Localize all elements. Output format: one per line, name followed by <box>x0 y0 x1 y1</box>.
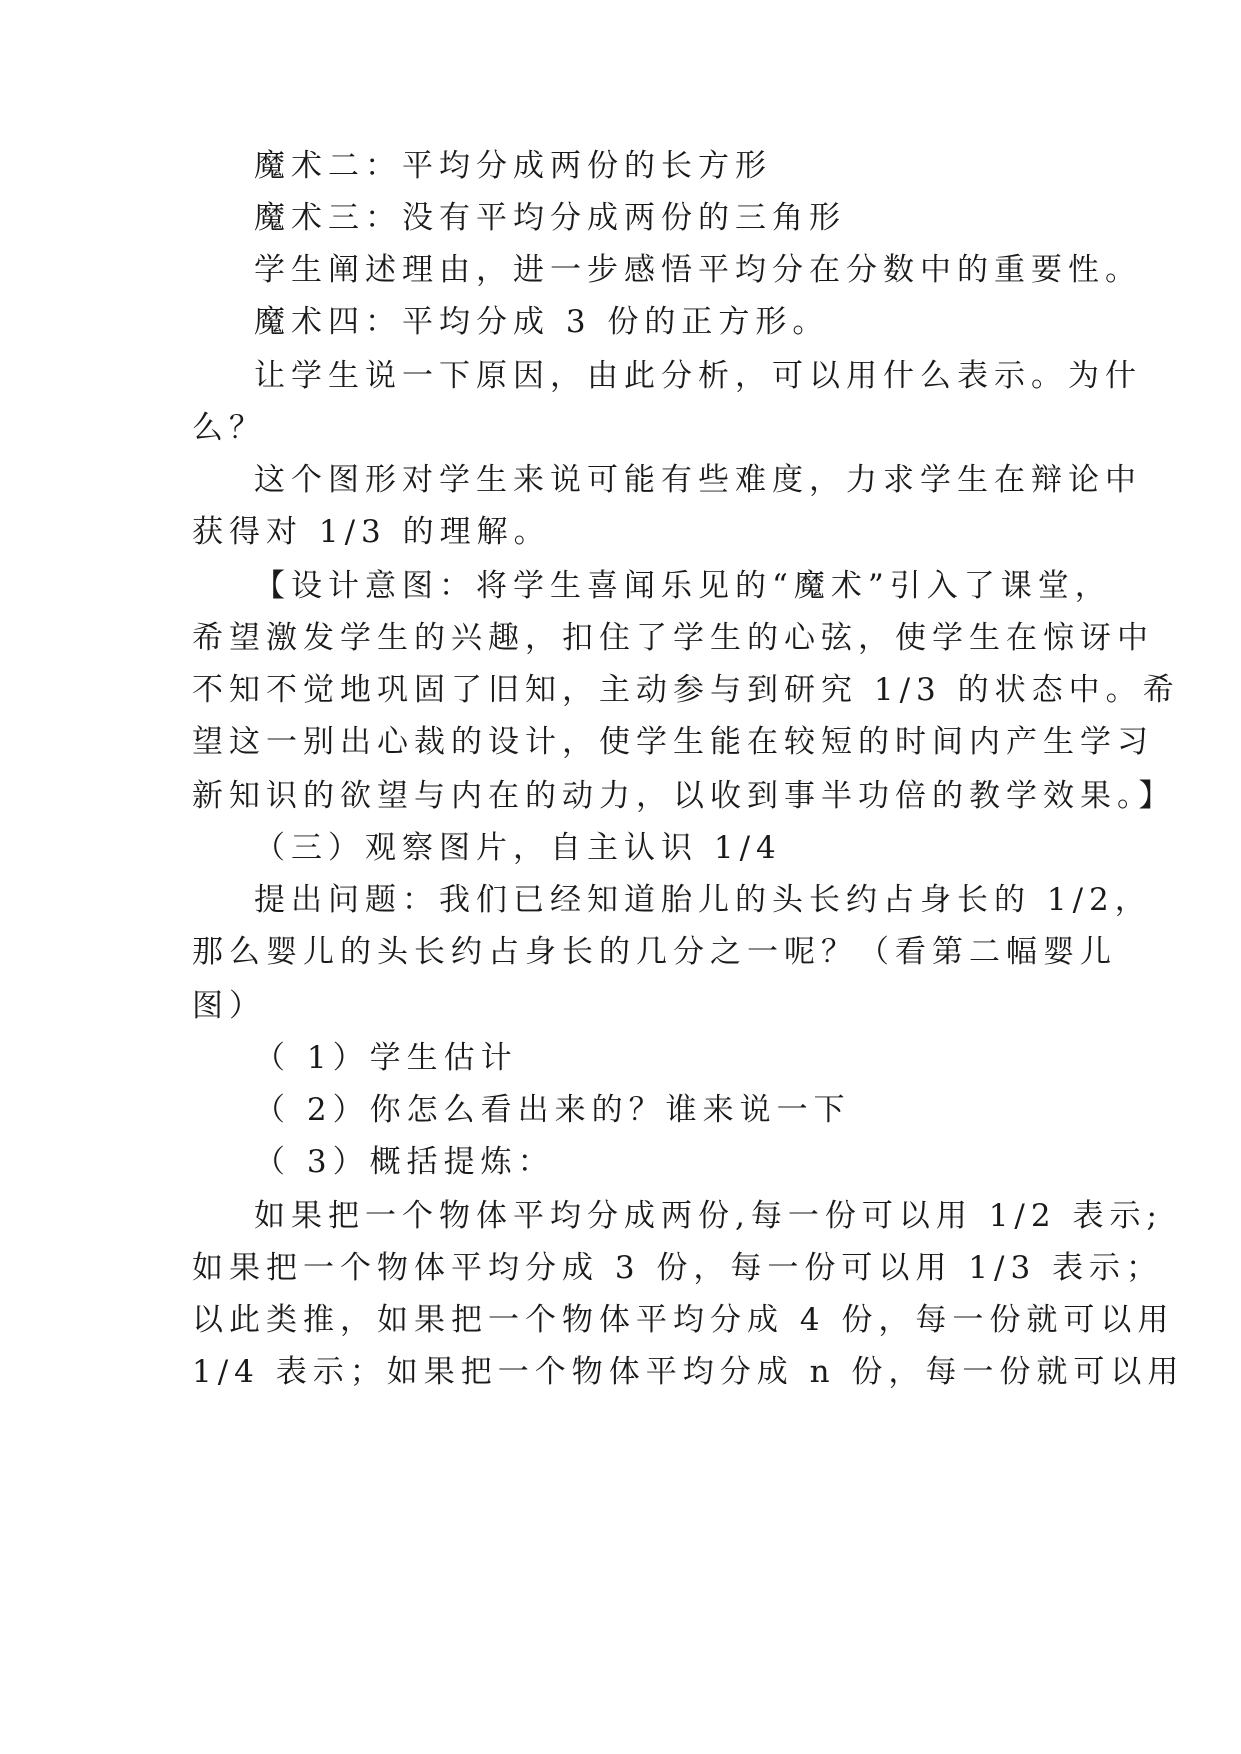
paragraph-line: 那么婴儿的头长约占身长的几分之一呢？（看第二幅婴儿 <box>192 934 1117 970</box>
list-item: （ 3）概括提炼： <box>254 1144 555 1180</box>
paragraph-line: 提出问题：我们已经知道胎儿的头长约占身长的 1/2， <box>254 882 1152 918</box>
paragraph-line: 学生阐述理由，进一步感悟平均分在分数中的重要性。 <box>254 252 1142 288</box>
paragraph-line: 魔术二：平均分成两份的长方形 <box>254 148 772 184</box>
paragraph-line: 希望激发学生的兴趣，扣住了学生的心弦，使学生在惊讶中 <box>192 620 1154 656</box>
paragraph-line: 让学生说一下原因，由此分析，可以用什么表示。为什 <box>254 358 1142 394</box>
paragraph-line: 这个图形对学生来说可能有些难度，力求学生在辩论中 <box>254 462 1142 498</box>
paragraph-line: 以此类推，如果把一个物体平均分成 4 份，每一份就可以用 <box>192 1302 1175 1338</box>
paragraph-line: 魔术四：平均分成 3 份的正方形。 <box>254 304 830 340</box>
list-item: （ 1）学生估计 <box>254 1040 518 1076</box>
paragraph-line: 获得对 1/3 的理解。 <box>192 514 551 550</box>
paragraph-line: 不知不觉地巩固了旧知，主动参与到研究 1/3 的状态中。希 <box>192 672 1180 708</box>
list-item: （ 2）你怎么看出来的？谁来说一下 <box>254 1092 851 1128</box>
paragraph-line: 图） <box>192 988 266 1024</box>
section-heading: （三）观察图片，自主认识 1/4 <box>254 830 782 866</box>
paragraph-line: 新知识的欲望与内在的动力，以收到事半功倍的教学效果。】 <box>192 778 1176 814</box>
paragraph-line: 望这一别出心裁的设计，使学生能在较短的时间内产生学习 <box>192 724 1154 760</box>
paragraph-line: 么？ <box>192 410 266 446</box>
paragraph-line: 如果把一个物体平均分成两份,每一份可以用 1/2 表示; <box>254 1198 1163 1234</box>
paragraph-line: 如果把一个物体平均分成 3 份，每一份可以用 1/3 表示； <box>192 1250 1164 1286</box>
paragraph-line: 【设计意图：将学生喜闻乐见的“魔术”引入了课堂， <box>254 568 1112 604</box>
paragraph-line: 1/4 表示；如果把一个物体平均分成 n 份，每一份就可以用 <box>192 1354 1185 1390</box>
paragraph-line: 魔术三：没有平均分成两份的三角形 <box>254 200 846 236</box>
